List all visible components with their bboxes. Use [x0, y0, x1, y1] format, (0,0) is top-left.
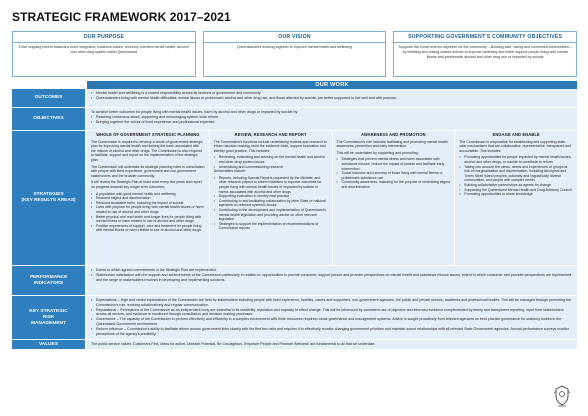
strategy-heading: REVIEW, RESEARCH AND REPORT: [234, 132, 307, 137]
strategy-paragraph: The Commission will undertake its strategic planning roles in consultation with people with lived experience, government and non-government stakeholders and the broader community.: [91, 164, 205, 178]
vision-box: [203, 31, 387, 77]
strategy-item: • Positive experiences of support, care and treatment for people living with mental illness or harm related to use of alcohol and other drugs: [91, 224, 205, 233]
top-boxes: [12, 31, 577, 77]
risk-label-line3: MANAGEMENT: [31, 320, 66, 326]
risk-label-line1: KEY STRATEGIC: [29, 308, 68, 314]
strategy-item: • Reviewing, evaluating and advising on the mental health and alcohol and other drug system issues: [214, 155, 328, 164]
strategy-heading: ENGAGE AND ENABLE: [492, 132, 540, 137]
objective-item: • Reaching consensus about, supporting and encouraging system-wide reform.: [91, 115, 573, 120]
risk-item: • Reputational – Perceptions of the Commission as an independent body are essential to its credibility, reputation and capacity to effect change. This will be influenced by consistent use of objective and informed evidence complemented by timely and transparent reporting. Input from stakeholders across all sectors, and evidence is monitored through consultation and decision making processes.: [91, 308, 573, 318]
page-title: STRATEGIC FRAMEWORK 2017–2021: [12, 10, 231, 24]
performance-cell: [87, 266, 577, 295]
objectives-intro: To achieve better outcomes for people living with mental health issues, harm by alcohol and other drugs or impacted by suicide by:: [91, 110, 299, 114]
strategy-column-engage: [455, 131, 577, 265]
performance-item: • Extent to which agreed commitments in the Strategic Plan are implemented.: [91, 268, 573, 273]
strategy-item: • Promoting opportunities for people impacted by mental health issues, alcohol and other drugs, or suicide to contribute to reform: [459, 155, 573, 164]
strategies-columns: [87, 131, 577, 265]
objectives-row: [12, 108, 577, 131]
strategy-item: • Community awareness, including for the purpose of minimising stigma and discrimination: [337, 180, 451, 189]
strategy-paragraph: The Commission is required to develop a whole-of-government strategic plan for improving mental health and limiting the harm associated with the misuse of alcohol and other drugs. The Commission is also required to facilitate, support and report on the implementation of the strategic plan.: [91, 139, 203, 162]
strategy-paragraph: It will review the Strategic Plan at least once every five years and report on progress towards key longer term outcomes:: [91, 180, 202, 189]
risk-label-line2: RISK: [42, 314, 55, 320]
strategy-item: • Lives with purpose for people living with mental health issues or harm related to use of alcohol and other drugs: [91, 205, 205, 214]
strategies-row: [12, 131, 577, 266]
strategy-paragraph: The Commission is responsible for establishing and supporting state-wide mechanisms that are collaborative, representative, transparent and accountable. This includes:: [459, 139, 572, 153]
strategy-item: • Supporting evaluation to identify best practice: [214, 194, 328, 199]
strategy-item: • Strategies that prevent mental illness and harm associated with substance misuse, reduce the impact of suicide and facilitate early intervention: [337, 157, 451, 171]
strategy-item: • Contributing to and facilitating collaboration by other State or national agencies on relevant systemic issues: [214, 199, 328, 208]
queensland-government-crest-icon: [552, 384, 572, 408]
performance-label: [12, 266, 85, 295]
performance-item: • Stakeholder satisfaction with the support and achievements of the Commission particularly in relation to: opportunities to provide consumer, support person and provider perspectives on mental health and substance misuse issues; extent to which consumer and provider perspectives are represented and the range of stakeholders involved in developing and implementing solutions.: [91, 273, 573, 283]
vision-text: Queenslanders working together to improve mental health and wellbeing: [236, 45, 353, 49]
strategies-label: [12, 131, 85, 265]
strategy-paragraph: This will be undertaken by supporting and promoting:: [336, 150, 419, 155]
strategy-column-review: [210, 131, 333, 265]
strategy-item: • Contributing to the development and implementation of Queensland's mental health legislation and providing advice on other relevant legislation: [214, 208, 328, 222]
risk-cell: [87, 296, 577, 339]
performance-label-line1: PERFORMANCE: [29, 274, 68, 280]
risk-row: [12, 296, 577, 340]
framework-grid: [12, 81, 577, 350]
values-row: [12, 340, 577, 350]
strategy-item: • Building collaborative partnerships as agents for change: [459, 183, 573, 188]
strategy-item: • Promoting opportunities to share knowledge: [459, 192, 573, 197]
strategy-item: • Reduced stigma and discrimination: [91, 196, 205, 201]
strategy-item: • Better physical and oral health and longer lives for people living with mental illness or harm related to use of alcohol and other drugs: [91, 215, 205, 224]
risk-item: • Reform influence – Commission's ability to facilitate reform across government links closely with the first two risks and requires it to effectively monitor changing government priorities and maintain sound relationships with all relevant State Government agencies. Annual performance surveys monitor perceptions of the agency's credibility.: [91, 327, 573, 337]
strategy-item: • Reduced avoidable harm, including the impact of suicide: [91, 201, 205, 206]
performance-label-line2: INDICATORS: [33, 280, 64, 286]
strategy-column-awareness: [333, 131, 456, 265]
our-work-header: OUR WORK: [87, 81, 577, 89]
values-label: VALUES: [12, 340, 85, 349]
objectives-support-box: [393, 31, 577, 77]
objective-item: • Bringing together the voices of lived experience and professional expertise.: [91, 120, 573, 125]
purpose-box: [12, 31, 196, 77]
strategies-label-line2: (KEY RESULTS AREAS): [21, 198, 76, 203]
strategy-item: • Reports, including Special Reports requested by the Minister, and other research papers to inform initiatives to improve outcomes for people living with mental health issues or impacted by suicide or harms associated with alcohol and other drugs: [214, 176, 328, 194]
performance-row: [12, 266, 577, 296]
outcomes-row: [12, 89, 577, 108]
strategies-label-line1: STRATEGIES: [33, 192, 64, 197]
objectives-support-heading: SUPPORTING GOVERNMENT'S COMMUNITY OBJECTIVES: [394, 32, 576, 43]
strategy-item: • A population with good mental health and wellbeing: [91, 192, 205, 197]
strategy-item: • Social inclusion and recovery of those living with mental illness or problematic substance use: [337, 171, 451, 180]
objectives-label: OBJECTIVES: [12, 108, 85, 130]
outcomes-cell: [87, 89, 577, 107]
objectives-support-text: Supports the Government's objective for the community – Building safe, caring and connected communities – by initiating and driving shared actions to improve wellbeing and better support people living with mental illness and problematic alcohol and other drug use or impacted by suicide: [398, 45, 572, 59]
vision-heading: OUR VISION: [204, 32, 386, 43]
strategy-item: • Strategies to support the implementation of recommendations of Commission reports: [214, 222, 328, 231]
strategy-paragraph: The Commission's role includes facilitating and promoting mental health awareness, prevention and early intervention.: [336, 139, 448, 149]
outcome-item: • Queenslanders living with mental health difficulties, mental illness or problematic alcohol and other drug use, and those affected by suicide, are better supported to live well and with purpose.: [91, 96, 573, 101]
risk-item: • Governance – The capacity of the Commission to perform effectively and efficiently in a complex environment with finite resources requires robust governance and management systems. Advice is sought proactively from relevant agencies on best practice governance for statutory bodies in the Queensland Government environment.: [91, 317, 573, 327]
purpose-text: Drive ongoing reform towards a more integrated, evidence-based, recovery oriented mental health, alcohol and other drug system within Queensland: [19, 45, 189, 54]
strategy-heading: WHOLE OF GOVERNMENT STRATEGIC PLANNING: [96, 132, 200, 137]
strategy-heading: AWARENESS AND PROMOTION: [361, 132, 426, 137]
outcomes-label: OUTCOMES: [12, 89, 85, 107]
outcome-item: • Mental health and wellbeing is a shared responsibility across all sections of government and community.: [91, 91, 573, 96]
strategy-item: • Taking into account the views, needs and experiences of groups at risk of marginalisation and discrimination, including Aboriginal and Torres Strait Island peoples, culturally and linguistically diverse communities, and people with complex needs: [459, 165, 573, 183]
strategy-paragraph: Deliverables include:: [213, 169, 247, 174]
risk-label: [12, 296, 85, 339]
purpose-heading: OUR PURPOSE: [13, 32, 195, 43]
strategy-item: • Supporting the Queensland Mental Health and Drug Advisory Council: [459, 188, 573, 193]
strategy-column-planning: [87, 131, 210, 265]
strategy-paragraph: The Commission's functions include undertaking reviews and research to inform decision making, build the evidence base, support innovation and identify good practice. This includes:: [213, 139, 327, 153]
risk-item: • Expectations – High and varied expectations of the Commission are held by stakeholders including people with lived experience, families, carers and supporters, non-government agencies, the public and private sectors, academia and professional bodies. This will be managed through promoting the Commission's role, working collaboratively and regular communication.: [91, 298, 573, 308]
strategy-item: • Undertaking and commissioning research: [214, 165, 328, 170]
objectives-cell: [87, 108, 577, 130]
values-cell: The public service values 'Customers First, Ideas for action, Unleash Potential, Be Courageous, Empower People and Promote Wellness' are fundamental to all that we undertake.: [87, 340, 577, 349]
